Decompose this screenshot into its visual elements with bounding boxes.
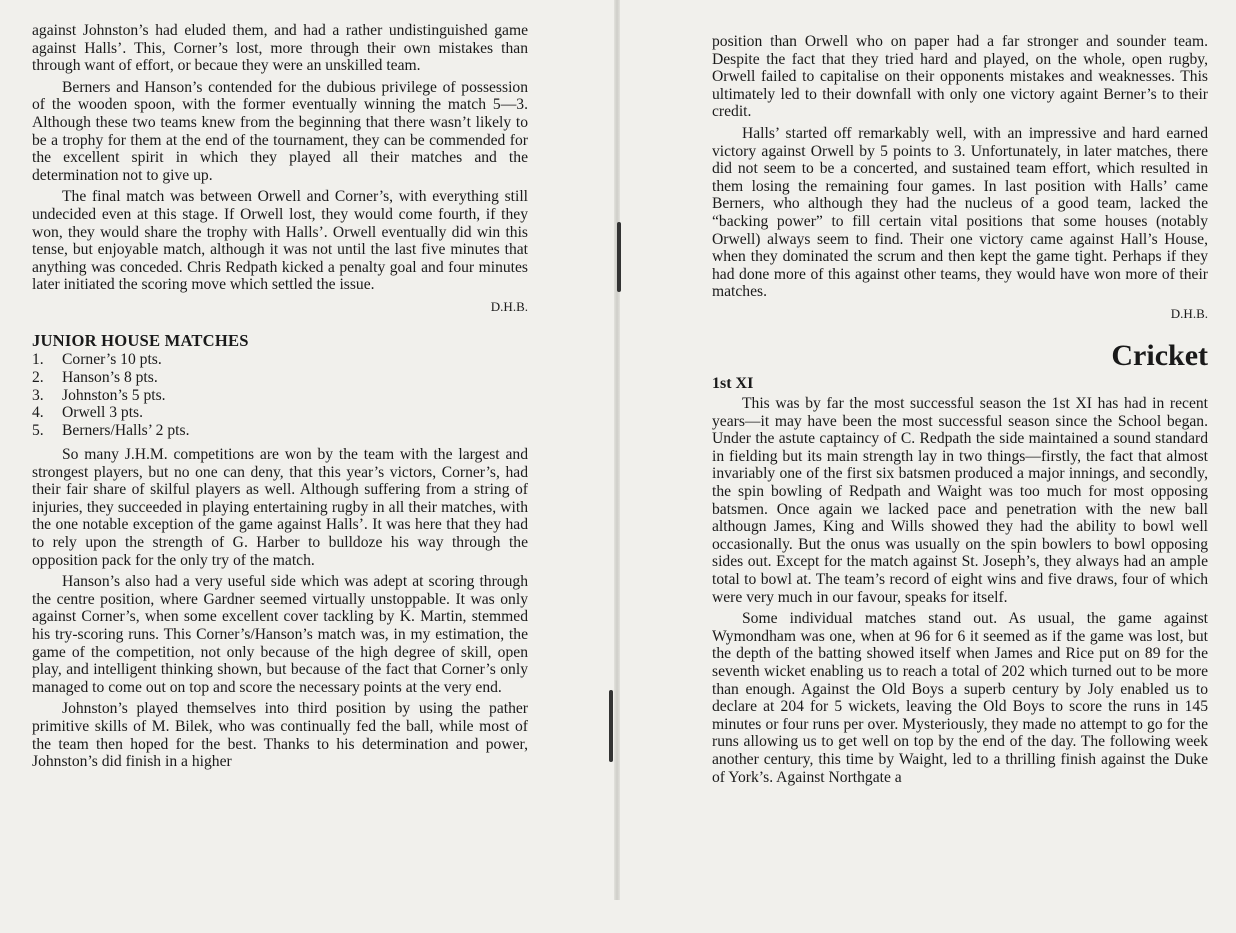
subsection-heading-1st-xi: 1st XI <box>712 374 754 392</box>
left-paragraph-6: Johnston’s played themselves into third position by using the pather primitive skills of M. Bilek, who was continually fed the ball, while most of the team then hoped for the best. Thanks to his determination and power, Johnston’s did finish in a higher <box>32 700 528 771</box>
results-number: 3. <box>32 386 44 404</box>
results-text: Corner’s 10 pts. <box>62 351 162 369</box>
right-page <box>712 33 1208 933</box>
right-paragraph-2: Halls’ started off remarkably well, with an impressive and hard earned victory against Orwell by 5 points to 3. Unfortunately, in later matches, there did not seem to be a concerted, and sustained team effort, which resulted in them losing the remaining four games. In last position with Halls’ came Berners, who although they had the nucleus of a good team, lacked the “backing power” to fill certain vital positions that some houses (notably Orwell) always seem to find. Their one victory came against Hall’s House, when they dominated the scrum and then kept the game tight. Perhaps if they had done more of this against other teams, they would have won more of their matches. <box>712 124 1208 301</box>
cricket-paragraph-2: Some individual matches stand out. As usual, the game against Wymondham was one, when at 96 for 6 it seemed as if the game was lost, but the depth of the batting showed itself when James and Rice put on 89 for the seventh wicket enabling us to reach a total of 202 which turned out to be more than enough. Against the Old Boys a superb century by Joly enabled us to declare at 204 for 5 wickets, leaving the Old Boys to score the runs in 145 minutes or four runs per over. Mysteriously, they made no attempt to go for the runs allowing us to get well on top by the end of the day. The following week another century, this time by Waight, led to a thrilling finish against the Duke of York’s. Against Northgate a <box>712 610 1208 786</box>
left-paragraph-2: Berners and Hanson’s contended for the dubious privilege of possession of the wooden spoon, with the former eventually winning the match 5—3. Although these two teams knew from the beginning that there wasn’t likely to be a trophy for them at the end of the tournament, they can be commended for the excellent spirit in which they played all their matches and the determination not to give up. <box>32 78 528 184</box>
results-text: Hanson’s 8 pts. <box>62 368 158 386</box>
results-text: Berners/Halls’ 2 pts. <box>62 422 190 440</box>
left-paragraph-3: The final match was between Orwell and Corner’s, with everything still undecided even at this stage. If Orwell lost, they would come fourth, if they won, they would share the trophy with Halls’. Orwell eventually did win this tense, but enjoyable match, although it was not until the last five minutes that anything was conceded. Chris Redpath kicked a penalty goal and four minutes later initiated the scoring move which settled the issue. <box>32 188 528 294</box>
results-item <box>32 387 528 405</box>
results-item <box>32 351 528 369</box>
left-paragraph-4: So many J.H.M. competitions are won by the team with the largest and strongest players, but no one can deny, that this year’s victors, Corner’s, had their fair share of skilful players as well. Although suffering from a string of injuries, they succeeded in playing entertaining rugby in all their matches, with the one notable exception of the game against Halls’. It was here that they had to rely upon the strength of G. Harber to bulldoze his way through the opposition pack for the only try of the match. <box>32 446 528 569</box>
section-title-cricket: Cricket <box>1111 338 1208 372</box>
results-list <box>32 351 528 440</box>
results-item <box>32 404 528 422</box>
results-number: 4. <box>32 404 44 422</box>
signature: D.H.B. <box>490 298 528 314</box>
results-item <box>32 369 528 387</box>
right-paragraph-1: position than Orwell who on paper had a far stronger and sounder team. Despite the fact that they tried hard and played, on the whole, open rugby, Orwell failed to capitalise on their opponents mistakes and weaknesses. This ultimately led to their downfall with only one victory againt Berner’s to their credit. <box>712 33 1208 121</box>
staple <box>609 690 613 762</box>
signature: D.H.B. <box>1170 305 1208 321</box>
results-text: Johnston’s 5 pts. <box>62 386 166 404</box>
results-number: 5. <box>32 422 44 440</box>
left-paragraph-1: against Johnston’s had eluded them, and had a rather undistinguished game against Halls’. This, Corner’s lost, more through their own mistakes than through want of effort, or becaue they were an unskilled team. <box>32 22 528 75</box>
results-number: 2. <box>32 368 44 386</box>
section-heading-junior-house-matches: JUNIOR HOUSE MATCHES <box>32 330 249 350</box>
staple <box>617 222 621 292</box>
left-page <box>32 22 528 922</box>
left-paragraph-5: Hanson’s also had a very useful side which was adept at scoring through the centre position, where Gardner seemed virtually unstoppable. It was only against Corner’s, when some excellent cover tackling by K. Martin, stemmed his try-scoring runs. This Corner’s/Hanson’s match was, in my estimation, the game of the competition, not only because of the high degree of skill, open play, and intelligent thinking shown, but because of the fact that Corner’s only managed to come out on top and score the necessary points at the very end. <box>32 573 528 696</box>
results-item <box>32 422 528 440</box>
cricket-paragraph-1: This was by far the most successful season the 1st XI has had in recent years—it may have been the most successful season since the School began. Under the astute captaincy of C. Redpath the side maintained a sound standard in fielding but its main strength lay in two things—firstly, the fact that almost invariably one of the first six batsmen produced a major innings, and secondly, the spin bowling of Redpath and Waight was too much for most opposing batsmen. Once again we lacked pace and penetration with the new ball althougn James, King and Wills showed they had the ability to bowl well occasionally. But the onus was usually on the spin bowlers to bowl opposing sides out. Except for the match against St. Joseph’s, they always had an ample total to bowl at. The team’s record of eight wins and five draws, four of which were very much in our favour, speaks for itself. <box>712 395 1208 606</box>
results-number: 1. <box>32 351 44 369</box>
results-text: Orwell 3 pts. <box>62 404 143 422</box>
page-gutter <box>614 0 620 900</box>
